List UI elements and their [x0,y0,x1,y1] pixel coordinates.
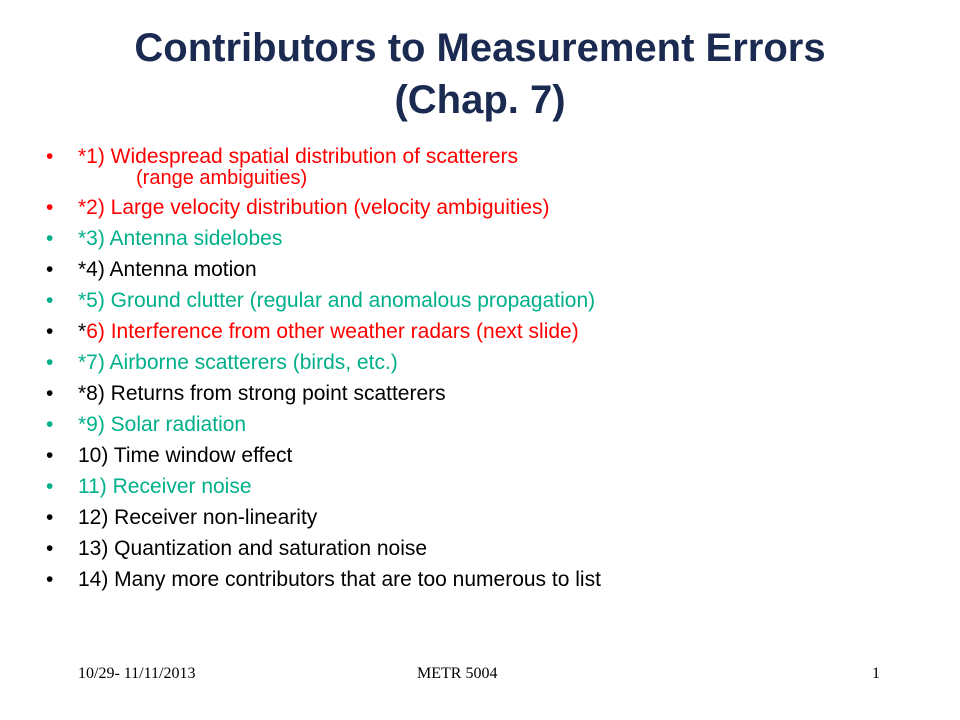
bullet-text: *4) Antenna motion [78,258,257,281]
bullet-text: 14) Many more contributors that are too numerous to list [78,568,601,591]
slide-title [80,22,880,126]
bullet-point-icon: • [46,196,54,219]
bullet-point-icon: • [46,145,54,168]
bullet-point-icon: • [46,506,54,529]
bullet-point-icon: • [46,351,54,374]
footer-date: 10/29- 11/11/2013 [78,665,196,682]
bullet-item-11 [46,476,926,498]
bullet-item-14 [46,569,926,591]
bullet-point-icon: • [46,475,54,498]
bullet-point-icon: • [46,382,54,405]
title-line-1: Contributors to Measurement Errors [134,26,826,70]
footer-course: METR 5004 [417,665,498,682]
bullet-item-6 [46,321,926,343]
bullet-text: *7) Airborne scatterers (birds, etc.) [78,351,398,374]
bullet-text: *3) Antenna sidelobes [78,227,283,250]
bullet-item-3 [46,228,926,250]
bullet-item-7 [46,352,926,374]
bullet-text: *2) Large velocity distribution (velocity ambiguities) [78,196,550,219]
bullet-text: 13) Quantization and saturation noise [78,537,428,560]
bullet-point-icon: • [46,258,54,281]
bullet-point-icon: • [46,537,54,560]
bullet-item-4 [46,259,926,281]
bullet-item-1 [46,146,926,188]
bullet-text: *8) Returns from strong point scatterers [78,382,446,405]
bullet-item-5 [46,290,926,312]
bullet-point-icon: • [46,320,54,343]
bullet-point-icon: • [46,413,54,436]
bullet-text: 6) Interference from other weather radars (next slide) [86,320,579,343]
bullet-point-icon: • [46,227,54,250]
title-line-2: (Chap. 7) [394,78,566,122]
bullet-text: 12) Receiver non-linearity [78,506,318,529]
bullet-item-2 [46,197,926,219]
bullet-subtext: (range ambiguities) [136,167,308,189]
bullet-item-12 [46,507,926,529]
bullet-prefix: * [78,320,87,343]
bullet-text: *5) Ground clutter (regular and anomalous propagation) [78,289,596,312]
bullet-item-9 [46,414,926,436]
bullet-point-icon: • [46,568,54,591]
bullet-item-8 [46,383,926,405]
bullet-list [46,146,926,600]
bullet-text: 11) Receiver noise [78,475,252,498]
bullet-point-icon: • [46,289,54,312]
bullet-text: *9) Solar radiation [78,413,247,436]
bullet-text: 10) Time window effect [78,444,293,467]
bullet-item-13 [46,538,926,560]
bullet-text: *1) Widespread spatial distribution of scatterers [78,145,519,168]
bullet-point-icon: • [46,444,54,467]
footer-page-number: 1 [872,665,880,682]
bullet-item-10 [46,445,926,467]
